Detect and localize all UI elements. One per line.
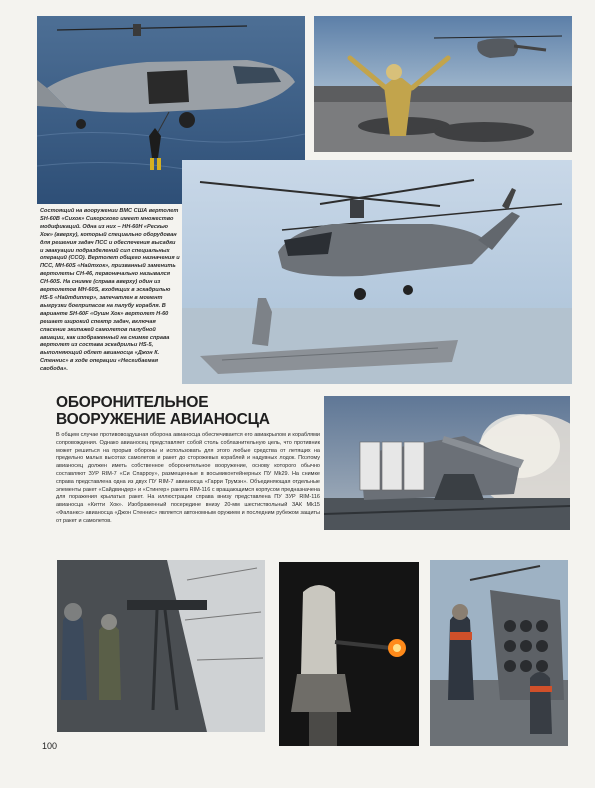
photo-phalanx-ciws bbox=[279, 562, 419, 746]
page-number: 100 bbox=[42, 741, 58, 751]
photo-ship-interior bbox=[57, 560, 265, 732]
photo-sea-sparrow-launcher bbox=[324, 396, 570, 530]
section-heading: ОБОРОНИТЕЛЬНОЕ ВООРУЖЕНИЕ АВИАНОСЦА bbox=[56, 394, 270, 428]
photo-helicopter-carrier bbox=[182, 160, 572, 384]
photo-caption: Состоящий на вооружении ВМС США вертолет SH-60B «Сихок» Сикорского имеет множество модификаций. Одна из них – HH-60H «Рескью Хок» (вверху), который специально оборудован для решения задач ПСС и обеспечения высадки и эвакуации подразделений сил специальных операций (ССО). Вертолет общего назначения и ПСС, MH-60S «Найтхок», призванный заменить вертолеты CH-46, первоначально назывался CH-60S. На снимке (справа вверху) один из вертолетов MH-60S, входящих в эскадрилью HS-5 «Найтдиппер», запечатлен в момент выгрузки боеприпасов на палубу корабля. В варианте SH-60F «Оушн Хок» вертолет H-60 решает широкий спектр задач, включая спасение экипажей самолетов палубной авиации, как изображенный на снимке справа вертолет из состава эскадрильи HS-5, выполняющий облет авианосца «Джон К. Стеннис» в ходе операции «Несгибаемая свобода». bbox=[40, 208, 180, 373]
photo-rim116-launcher bbox=[430, 560, 568, 746]
section-body: В общем случае противовоздушная оборона авианосца обеспечивается его авиакрылом и кораблями сопровождения. Однако авианосец представляет собой столь соблазнительную цель, что противник может решиться на прорыв обороны и использовать для этого любые средства от летящих на предельно малых высотах самолетов и ракет до сторожевых кораблей и надувных лодок. Поэтому авианосец должен иметь собственное оборонительное вооружение, основу которого обычно составляют ЗУР RIM-7 «Си Спарроу», размещенные в восьмиконтейнерных ПУ Mk29. На снимке справа представлена одна из двух ПУ RIM-7 авианосца «Гарри Трумэн». Объединяющая отдельные элементы ракет «Сайдвиндер» и «Стингер» ракета RIM-116 с вращающимся корпусом предназначена для поражения крылатых ракет. На иллюстрации справа внизу представлена ПУ ЗУР RIM-116 авианосца «Китти Хок». Изображенный посередине внизу 20-мм шестиствольный ЗАК Mk15 «Фаланкс» авианосца «Джон Стеннис» является автономным оружием и последним рубежом защиты от ракет и самолетов. bbox=[56, 432, 320, 524]
photo-deck-director bbox=[314, 16, 572, 152]
